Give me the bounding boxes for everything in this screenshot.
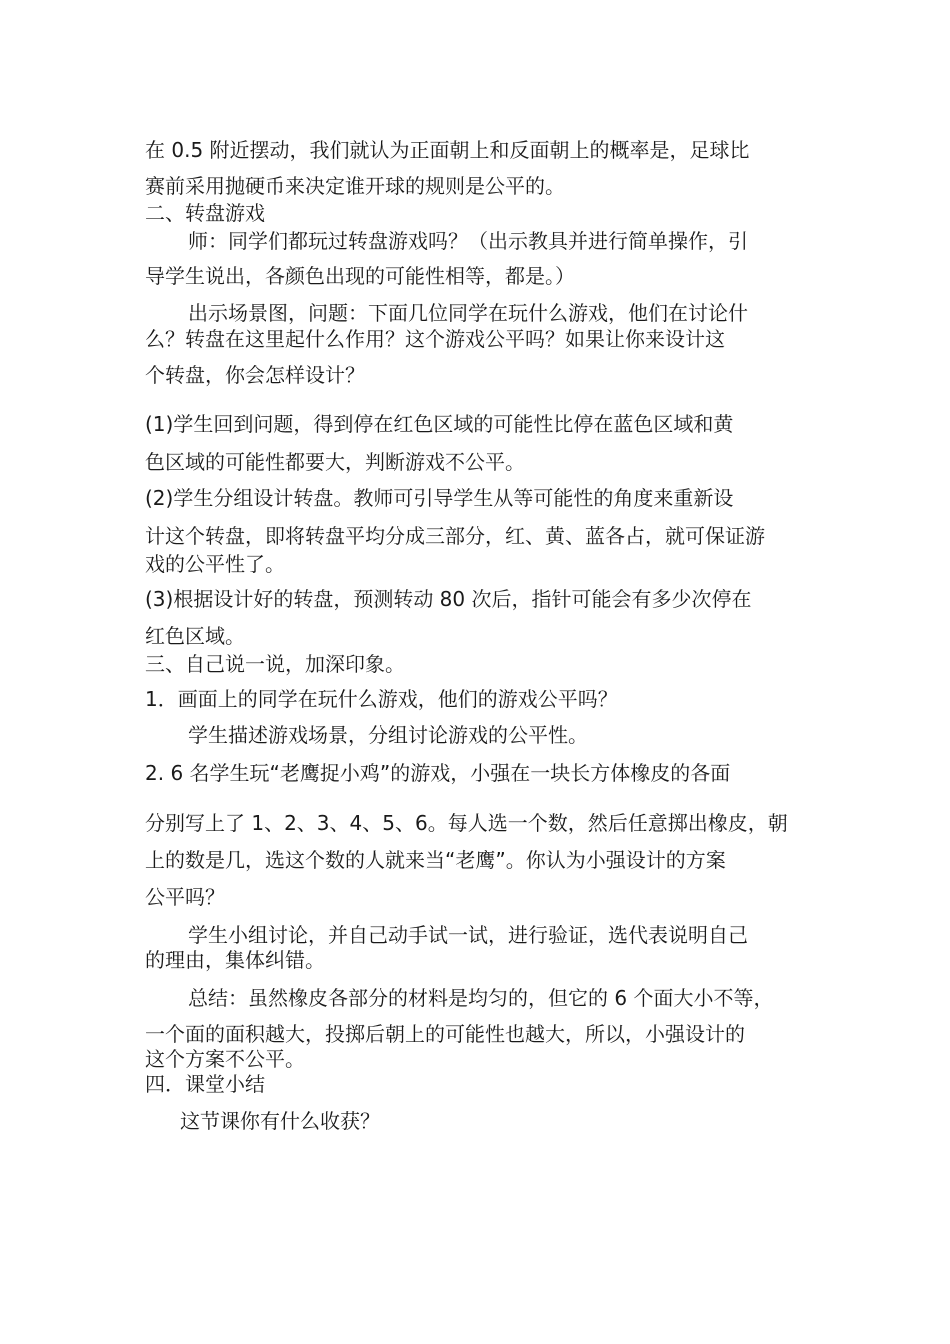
paragraph-line: 总结：虽然橡皮各部分的材料是均匀的，但它的 6 个面大小不等， <box>188 986 774 1010</box>
paragraph-line: 个转盘，你会怎样设计？ <box>145 363 365 387</box>
section-heading: 四．课堂小结 <box>145 1072 265 1096</box>
list-item: 1．画面上的同学在玩什么游戏，他们的游戏公平吗？ <box>145 687 618 711</box>
paragraph-line: 一个面的面积越大，投掷后朝上的可能性也越大，所以，小强设计的 <box>145 1022 745 1046</box>
section-heading: 二、转盘游戏 <box>145 201 265 225</box>
paragraph-line: 计这个转盘，即将转盘平均分成三部分，红、黄、蓝各占，就可保证游 <box>145 524 765 548</box>
list-item: (1)学生回到问题，得到停在红色区域的可能性比停在蓝色区域和黄 <box>145 412 734 436</box>
section-heading: 三、自己说一说，加深印象。 <box>145 652 405 676</box>
paragraph-line: 在 0.5 附近摆动，我们就认为正面朝上和反面朝上的概率是，足球比 <box>145 138 750 162</box>
list-item: 2. 6 名学生玩“老鹰捉小鸡”的游戏，小强在一块长方体橡皮的各面 <box>145 761 731 785</box>
paragraph-line: 的理由，集体纠错。 <box>145 948 325 972</box>
paragraph-line: 学生小组讨论，并自己动手试一试，进行验证，选代表说明自己 <box>188 923 748 947</box>
paragraph-line: 分别写上了 1、2、3、4、5、6。每人选一个数，然后任意掷出橡皮，朝 <box>145 811 788 835</box>
paragraph-line: 这节课你有什么收获？ <box>180 1109 380 1133</box>
paragraph-line: 这个方案不公平。 <box>145 1047 305 1071</box>
paragraph-line: 出示场景图，问题：下面几位同学在玩什么游戏，他们在讨论什 <box>188 301 748 325</box>
paragraph-line: 赛前采用抛硬币来决定谁开球的规则是公平的。 <box>145 174 565 198</box>
paragraph-line: 师：同学们都玩过转盘游戏吗？（出示教具并进行简单操作，引 <box>188 229 748 253</box>
list-item: (2)学生分组设计转盘。教师可引导学生从等可能性的角度来重新设 <box>145 486 734 510</box>
paragraph-line: 公平吗？ <box>145 885 225 909</box>
paragraph-line: 上的数是几，选这个数的人就来当“老鹰”。你认为小强设计的方案 <box>145 848 726 872</box>
paragraph-line: 戏的公平性了。 <box>145 552 285 576</box>
list-item: (3)根据设计好的转盘，预测转动 80 次后，指针可能会有多少次停在 <box>145 587 752 611</box>
paragraph-line: 导学生说出，各颜色出现的可能性相等，都是。） <box>145 264 575 288</box>
paragraph-line: 色区域的可能性都要大，判断游戏不公平。 <box>145 450 525 474</box>
paragraph-line: 红色区域。 <box>145 624 245 648</box>
paragraph-line: 学生描述游戏场景，分组讨论游戏的公平性。 <box>188 723 588 747</box>
paragraph-line: 么？转盘在这里起什么作用？这个游戏公平吗？如果让你来设计这 <box>145 327 725 351</box>
